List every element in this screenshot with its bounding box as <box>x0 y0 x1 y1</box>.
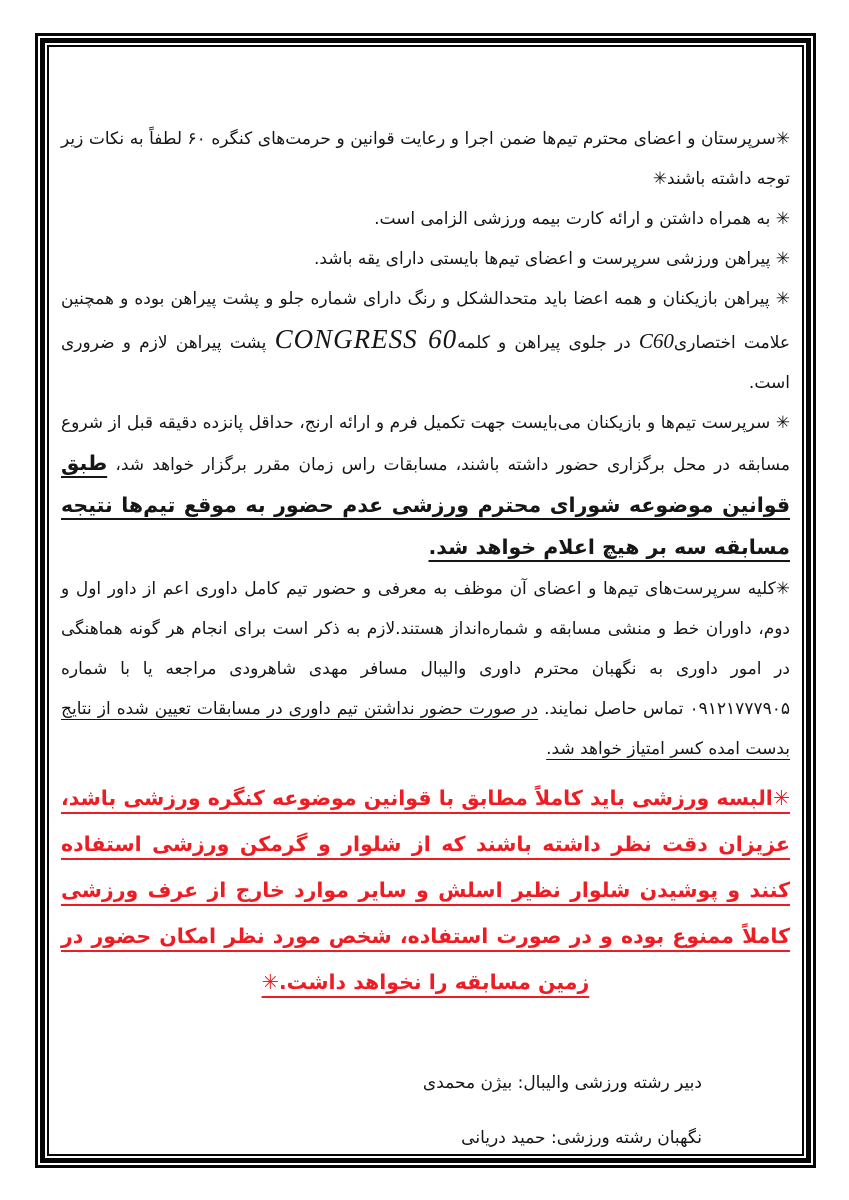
attendance-rule-penalty: طبق قوانین موضوعه شورای محترم ورزشی عدم حضور به موقع تیم‌ها نتیجه مسابقه سه بر هیچ اعلام خواهد شد. <box>61 451 790 559</box>
page-border-inner <box>47 45 804 1156</box>
signature-volleyball-secretary: دبیر رشته ورزشی والیبال: بیژن محمدی <box>422 1073 702 1093</box>
paragraph-referee-rule <box>61 569 790 769</box>
page-border-middle <box>40 38 811 1163</box>
paragraph-attendance-rule <box>61 403 790 569</box>
page-border-outer <box>35 33 816 1168</box>
paragraph-collar-rule <box>61 239 790 279</box>
uniform-rule-end: پشت پیراهن لازم و ضروری است. <box>61 333 790 393</box>
uniform-rule-start: ✳ پیراهن بازیکنان و همه اعضا باید متحدالشکل و رنگ دارای شماره جلو و پشت پیراهن بوده و همچنین علامت اختصاری <box>61 289 791 353</box>
attendance-rule-start: ✳ سرپرست تیم‌ها و بازیکنان می‌بایست جهت تکمیل فرم و ارائه ارنج، حداقل پانزده دقیقه قبل از شروع مسابقه در محل برگزاری حضور داشته باشند، مسابقات راس زمان مقرر برگزار خواهد شد، <box>61 413 790 475</box>
c60-abbreviation: C60 <box>638 329 674 353</box>
signature-sports-guardian: نگهبان رشته ورزشی: حمید دریانی <box>461 1128 702 1148</box>
insurance-rule-text: ✳ به همراه داشتن و ارائه کارت بیمه ورزشی الزامی است. <box>374 209 790 229</box>
paragraph-insurance-rule <box>61 199 790 239</box>
paragraph-intro-note <box>61 119 790 199</box>
paragraph-dress-code-warning <box>61 775 790 1005</box>
referee-rule-start: ✳کلیه سرپرست‌های تیم‌ها و اعضای آن موظف به معرفی و حضور تیم کامل داوری اعم از داور اول و دوم، داوران خط و منشی مسابقه و شماره‌انداز هستند.لازم به ذکر است برای انجام هر گونه هماهنگی در امور داوری به نگهبان محترم داوری والیبال مسافر مهدی شاهرودی مراجعه یا با شماره ۰۹۱۲۱۷۷۷۹۰۵ تماس حاصل نمایند. <box>61 579 790 719</box>
dress-code-warning-text: ✳البسه ورزشی باید کاملاً مطابق با قوانین موضوعه کنگره ورزشی باشد، عزیزان دقت نظر داشته باشند که از شلوار و گرمکن ورزشی استفاده کنند و پوشیدن شلوار نظیر اسلش و سایر موارد خارج از عرف ورزشی کاملاً ممنوع بوده و در صورت استفاده، شخص مورد نظر امکان حضور در زمین مسابقه را نخواهد داشت.✳ <box>61 786 790 994</box>
document-body <box>49 47 802 1154</box>
collar-rule-text: ✳ پیراهن ورزشی سرپرست و اعضای تیم‌ها بایستی دارای یقه باشد. <box>313 249 790 269</box>
uniform-rule-mid: در جلوی پیراهن و کلمه <box>457 333 639 353</box>
referee-rule-penalty: در صورت حضور نداشتن تیم داوری در مسابقات تعیین شده از نتایج بدست امده کسر امتیاز خواهد شد. <box>61 699 790 759</box>
congress-60-word: CONGRESS 60 <box>274 324 458 354</box>
paragraph-uniform-rule <box>61 279 790 403</box>
signature-block <box>61 1063 790 1158</box>
intro-note-text: ✳سرپرستان و اعضای محترم تیم‌ها ضمن اجرا و رعایت قوانین و حرمت‌های کنگره ۶۰ لطفاً به نکات زیر توجه داشته باشند✳ <box>61 129 790 189</box>
